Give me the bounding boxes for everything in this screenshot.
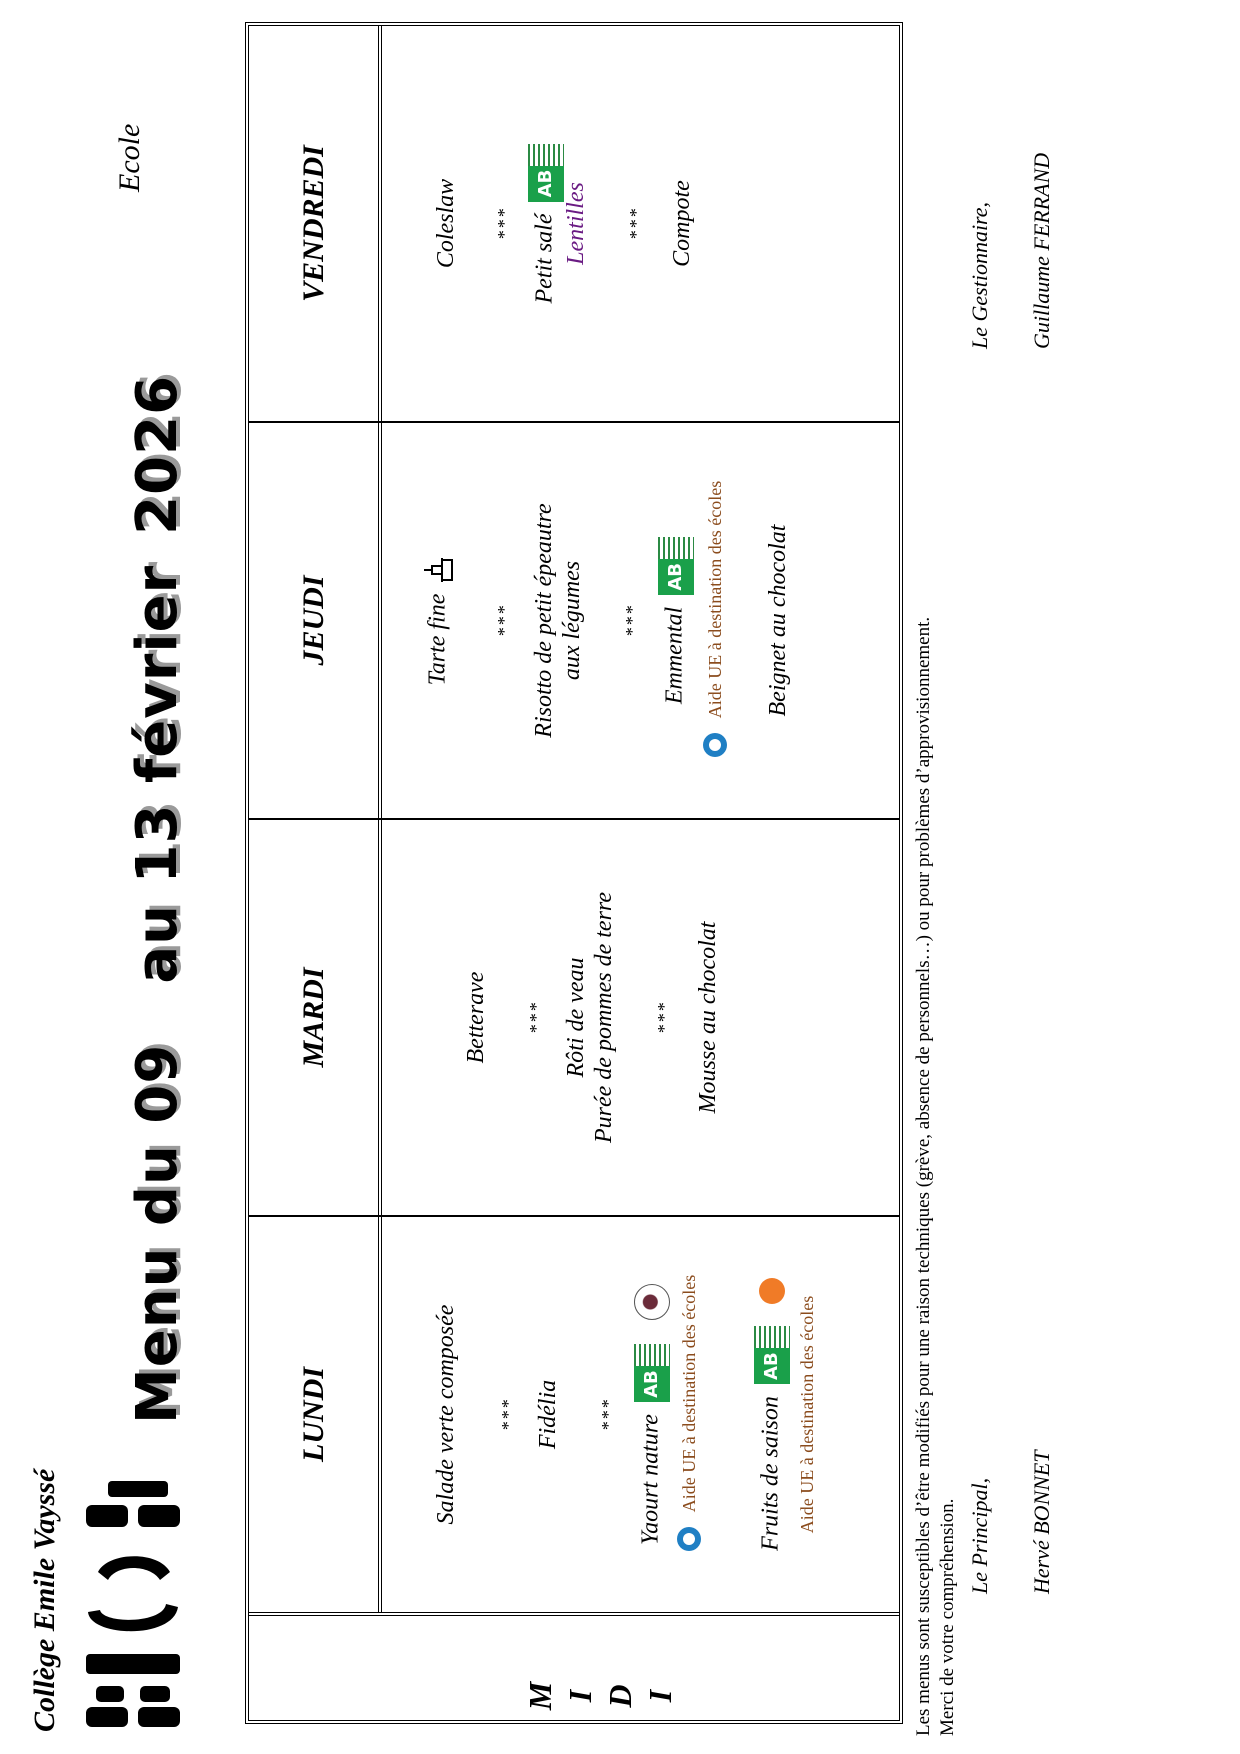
menu-item: Fidélia: [535, 1379, 561, 1450]
separator: ***: [626, 207, 646, 240]
separator: ***: [622, 604, 642, 637]
menu-item: Risotto de petit épeautre: [531, 503, 557, 738]
menu-item: Fruits de saison: [757, 1396, 784, 1551]
pork-icon: [422, 556, 456, 584]
separator: ***: [494, 604, 514, 637]
eu-aid-note: Aide UE à destination des écoles: [705, 480, 725, 719]
school-tag: Ecole: [113, 123, 146, 192]
menu-title: [125, 375, 190, 1424]
day-column-mardi: [249, 820, 899, 1217]
ab-organic-label-icon: AB: [658, 537, 694, 595]
menu-item: Mousse au chocolat: [695, 921, 721, 1114]
separator: ***: [598, 1398, 618, 1431]
menu-title-part2: au 13 février: [125, 564, 190, 984]
menu-title-year: 2026: [125, 374, 190, 535]
day-header: LUNDI: [249, 1217, 382, 1612]
ab-organic-label-icon: AB: [754, 1326, 790, 1384]
menu-item: Salade verte composée: [433, 1304, 459, 1525]
menu-item: Purée de pommes de terre: [591, 891, 617, 1144]
separator: ***: [526, 1001, 546, 1034]
menu-item: Yaourt nature: [637, 1414, 664, 1545]
french-origin-label-icon: [634, 1284, 670, 1320]
ab-organic-label-icon: AB: [634, 1344, 670, 1402]
day-header: MARDI: [249, 820, 382, 1215]
day-column-lundi: [249, 1217, 899, 1612]
menu-title-part1: Menu du 09: [125, 1043, 190, 1424]
day-column-jeudi: [249, 423, 899, 820]
eu-aid-note: Aide UE à destination des écoles: [797, 1295, 817, 1534]
day-header: VENDREDI: [249, 26, 382, 421]
menu-item: Petit salé: [531, 213, 558, 304]
menu-item: Coleslaw: [433, 178, 459, 269]
gestionnaire-name: Guillaume FERRAND: [1029, 152, 1054, 349]
separator: ***: [654, 1001, 674, 1034]
menu-item: Compote: [669, 180, 695, 267]
principal-signature: [960, 1450, 1062, 1594]
menu-item: Beignet au chocolat: [765, 524, 791, 717]
menu-item: Lentilles: [563, 182, 589, 265]
fruit-icon: [759, 1278, 785, 1304]
separator: ***: [498, 1398, 518, 1431]
menu-item: aux légumes: [559, 560, 585, 681]
day-column-vendredi: [249, 26, 899, 423]
menu-item: Rôti de veau: [563, 957, 589, 1078]
footer-note: Les menus sont susceptibles d’être modifiés pour une raison techniques (grève, absence de personnels…) ou pour problèmes d’approvisionnement. Merci de votre compréhension.: [913, 616, 958, 1736]
eu-aid-note: Aide UE à destination des écoles: [679, 1274, 699, 1513]
principal-name: Hervé BONNET: [1029, 1450, 1054, 1594]
eu-school-scheme-icon: [700, 730, 730, 760]
day-header: JEUDI: [249, 423, 382, 818]
menu-item: Tarte fine: [424, 593, 451, 686]
midi-label: M I D I: [522, 1681, 678, 1711]
gestionnaire-signature: [960, 153, 1062, 349]
principal-title: Le Principal,: [967, 1477, 992, 1594]
ab-organic-label-icon: AB: [528, 144, 564, 202]
menu-item: Betterave: [463, 971, 489, 1064]
menu-item: Emmental: [661, 606, 688, 705]
school-logo: [78, 1472, 188, 1732]
eu-school-scheme-icon: [674, 1524, 704, 1554]
separator: ***: [494, 207, 514, 240]
gestionnaire-title: Le Gestionnaire,: [967, 201, 992, 349]
school-name: Collège Emile Vayssé: [28, 1468, 61, 1732]
menu-table: [245, 22, 903, 1724]
